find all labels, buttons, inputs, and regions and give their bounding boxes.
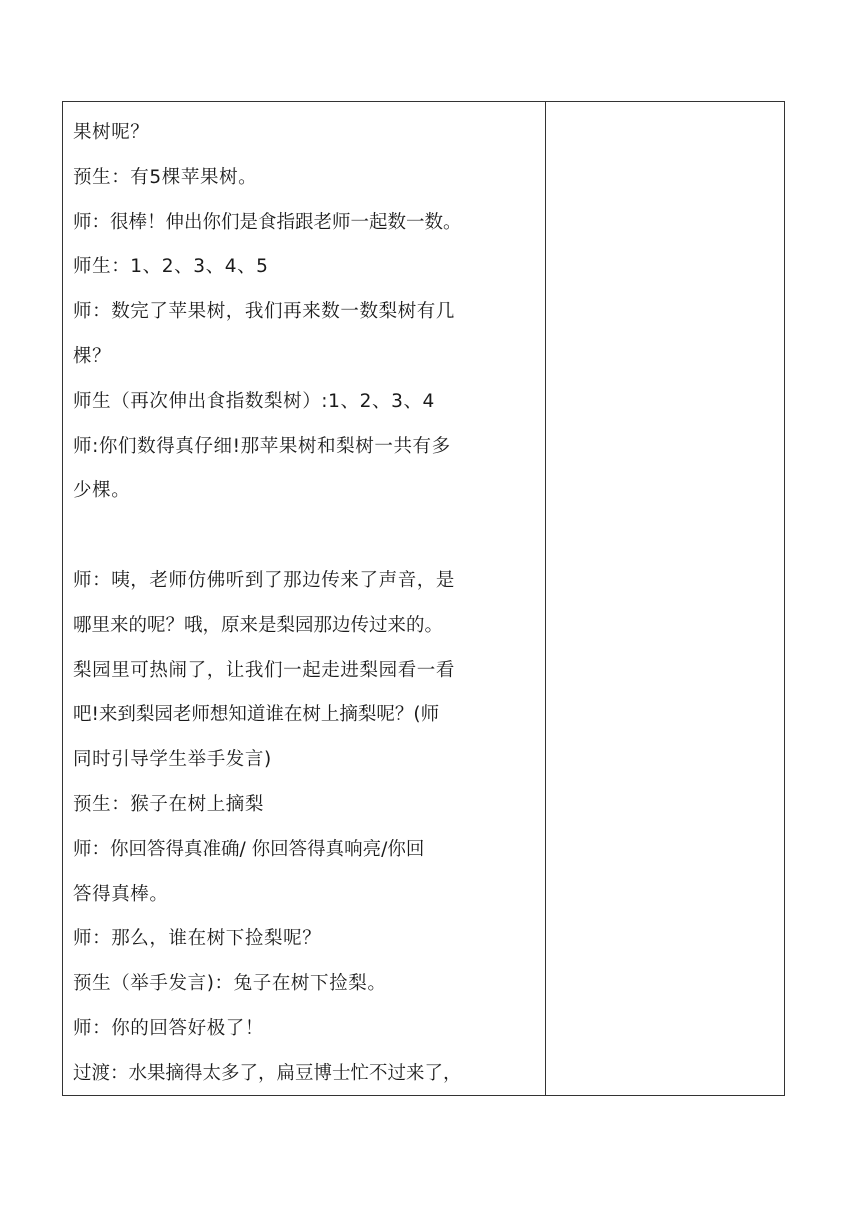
teaching-process-cell bbox=[63, 102, 546, 1095]
text-line: 答得真棒。 bbox=[73, 883, 169, 905]
text-line: 师：咦，老师仿佛听到了那边传来了声音，是 bbox=[73, 569, 456, 591]
text-line: 梨园里可热闹了，让我们一起走进梨园看一看 bbox=[73, 659, 456, 681]
lesson-plan-table bbox=[62, 101, 785, 1096]
text-line: 吧!来到梨园老师想知道谁在树上摘梨呢？(师 bbox=[73, 704, 440, 726]
text-line: 师：那么，谁在树下捡梨呢？ bbox=[73, 928, 322, 950]
text-line: 预生：有5棵苹果树。 bbox=[73, 166, 258, 188]
text-line: 师：你的回答好极了！ bbox=[73, 1017, 265, 1039]
blank-line bbox=[73, 514, 539, 559]
text-line: 少棵。 bbox=[73, 480, 131, 502]
text-line: 师：你回答得真准确/ 你回答得真响亮/你回 bbox=[73, 838, 425, 860]
text-line: 哪里来的呢？哦，原来是梨园那边传过来的。 bbox=[73, 614, 444, 636]
text-line: 师：数完了苹果树，我们再来数一数梨树有几 bbox=[73, 301, 456, 323]
text-line: 师：很棒！伸出你们是食指跟老师一起数一数。 bbox=[73, 211, 462, 233]
notes-cell bbox=[546, 102, 784, 1095]
text-line: 果树呢？ bbox=[73, 122, 150, 143]
text-line: 过渡：水果摘得太多了，扁豆博士忙不过来了， bbox=[73, 1062, 462, 1084]
text-line: 棵？ bbox=[73, 345, 112, 367]
text-line: 师:你们数得真仔细!那苹果树和梨树一共有多 bbox=[73, 435, 451, 457]
text-line: 预生（举手发言)：兔子在树下捡梨。 bbox=[73, 973, 387, 995]
text-line: 预生：猴子在树上摘梨 bbox=[73, 793, 265, 815]
text-line: 师生：1、2、3、4、5 bbox=[73, 256, 269, 278]
text-line: 师生（再次伸出食指数梨树）:1、2、3、4 bbox=[73, 390, 435, 412]
text-line: 同时引导学生举手发言) bbox=[73, 749, 272, 771]
